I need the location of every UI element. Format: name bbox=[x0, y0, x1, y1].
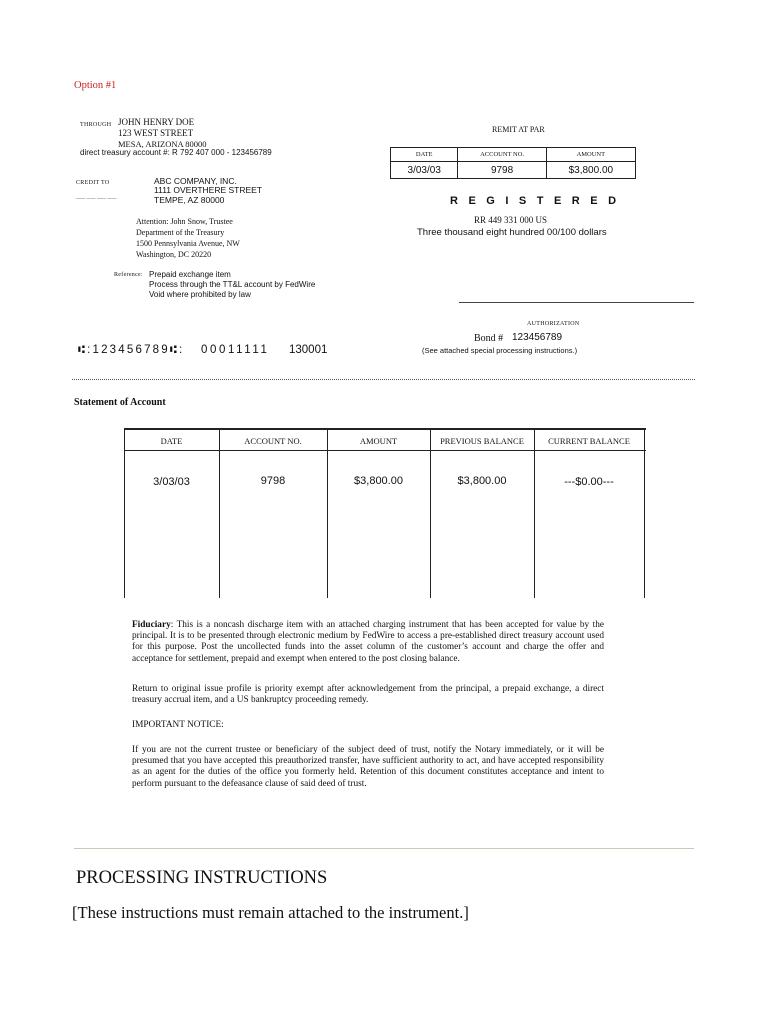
statement-divider-4 bbox=[534, 428, 535, 598]
reference-label: Reference: bbox=[114, 272, 143, 278]
bond-label: Bond # bbox=[474, 333, 504, 344]
remit-table bbox=[390, 147, 636, 179]
statement-table bbox=[124, 428, 646, 598]
attention-line-4: Washington, DC 20220 bbox=[136, 250, 212, 259]
statement-amount: $3,800.00 bbox=[354, 475, 403, 487]
remit-value-row bbox=[391, 162, 636, 179]
option-label: Option #1 bbox=[74, 80, 117, 91]
remit-date: 3/03/03 bbox=[391, 162, 458, 179]
statement-divider-2 bbox=[327, 428, 328, 598]
statement-account: 9798 bbox=[260, 475, 286, 487]
statement-col-current-balance: CURRENT BALANCE bbox=[548, 436, 630, 446]
remit-header-row bbox=[391, 148, 636, 162]
bond-number: 123456789 bbox=[512, 332, 563, 343]
reference-line-2: Process through the TT&L account by FedWire bbox=[149, 280, 316, 289]
remit-account: 9798 bbox=[458, 162, 546, 179]
statement-header-divider bbox=[124, 450, 646, 451]
statement-date: 3/03/03 bbox=[153, 476, 190, 488]
remit-col-account: ACCOUNT NO. bbox=[458, 148, 546, 162]
authorization-signature-line bbox=[459, 302, 694, 303]
credit-company: ABC COMPANY, INC. bbox=[154, 176, 237, 186]
bond-note: (See attached special processing instructions.) bbox=[422, 346, 578, 355]
fiduciary-paragraph bbox=[132, 620, 604, 665]
through-name: JOHN HENRY DOE bbox=[118, 117, 195, 127]
attention-line-3: 1500 Pennsylvania Avenue, NW bbox=[136, 239, 240, 248]
written-amount: Three thousand eight hundred 00/100 dollars bbox=[417, 227, 607, 238]
fiduciary-text: : This is a noncash discharge item with an attached charging instrument that has been accepted for value by the principal. It is to be presented through electronic medium by FedWire to access a pre-established direct treasury account used for this purpose. Post the uncollected funds into the asset column of the customer’s account and charge the offer and acceptance for settlement, prepaid and exempt when entered to the post closing balance. bbox=[132, 620, 604, 664]
through-label: THROUGH bbox=[80, 122, 112, 128]
remit-at-par-label: REMIT AT PAR bbox=[492, 125, 545, 134]
credit-to-label: CREDIT TO bbox=[76, 180, 110, 186]
through-street: 123 WEST STREET bbox=[118, 128, 194, 138]
statement-col-date: DATE bbox=[160, 436, 183, 446]
fiduciary-label: Fiduciary bbox=[132, 620, 171, 630]
statement-divider-3 bbox=[430, 428, 431, 598]
reference-line-3: Void where prohibited by law bbox=[149, 290, 251, 299]
statement-current-balance: ---$0.00--- bbox=[564, 476, 614, 488]
processing-title: PROCESSING INSTRUCTIONS bbox=[76, 868, 328, 888]
reference-line-1: Prepaid exchange item bbox=[149, 270, 231, 279]
credit-street: 1111 OVERTHERE STREET bbox=[154, 185, 263, 195]
micr-routing: ⑆:123456789⑆: bbox=[78, 344, 185, 356]
statement-previous-balance: $3,800.00 bbox=[457, 475, 507, 487]
remit-col-amount: AMOUNT bbox=[546, 148, 635, 162]
authorization-label: AUTHORIZATION bbox=[527, 321, 580, 327]
remit-col-date: DATE bbox=[391, 148, 458, 162]
statement-border-left bbox=[124, 428, 125, 598]
attention-line-1: Attention: John Snow, Trustee bbox=[136, 217, 233, 226]
important-notice-text: If you are not the current trustee or beneficiary of the subject deed of trust, notify the Notary immediately, or it will be presumed that you have accepted this preauthorized transfer, have sufficient authority to act, and have accepted responsibility as an agent for the duties of the office you formerly held. Retention of this document constitutes acceptance and intent to perform pursuant to the defeasance clause of said deed of trust. bbox=[132, 745, 604, 789]
dotted-separator bbox=[72, 379, 695, 380]
important-notice-label: IMPORTANT NOTICE: bbox=[132, 720, 224, 730]
through-city: MESA, ARIZONA 80000 bbox=[118, 139, 207, 149]
statement-col-amount: AMOUNT bbox=[359, 436, 398, 446]
registered-stamp: REGISTERED bbox=[450, 195, 627, 207]
statement-col-account: ACCOUNT NO. bbox=[244, 436, 302, 446]
micr-account: 00011111 bbox=[201, 344, 270, 356]
statement-title: Statement of Account bbox=[74, 397, 166, 408]
micr-check: 130001 bbox=[289, 344, 328, 356]
attention-line-2: Department of the Treasury bbox=[136, 228, 225, 237]
statement-col-previous-balance: PREVIOUS BALANCE bbox=[440, 436, 524, 446]
section-rule bbox=[74, 848, 694, 849]
statement-top-border bbox=[124, 428, 646, 430]
credit-to-dashes: ___ ___ ___ ___ bbox=[76, 194, 117, 200]
statement-border-right bbox=[644, 428, 645, 598]
return-paragraph: Return to original issue profile is priority exempt after acknowledgement from the principal, a prepaid exchange, a direct treasury accrual item, and a US bankruptcy proceeding remedy. bbox=[132, 684, 604, 706]
statement-divider-1 bbox=[219, 428, 220, 598]
treasury-account-line: direct treasury account #: R 792 407 000 - 123456789 bbox=[80, 148, 272, 157]
credit-city: TEMPE, AZ 80000 bbox=[154, 195, 225, 205]
processing-subtitle: [These instructions must remain attached to the instrument.] bbox=[72, 903, 469, 922]
rr-number: RR 449 331 000 US bbox=[474, 215, 548, 225]
remit-amount: $3,800.00 bbox=[546, 162, 635, 179]
